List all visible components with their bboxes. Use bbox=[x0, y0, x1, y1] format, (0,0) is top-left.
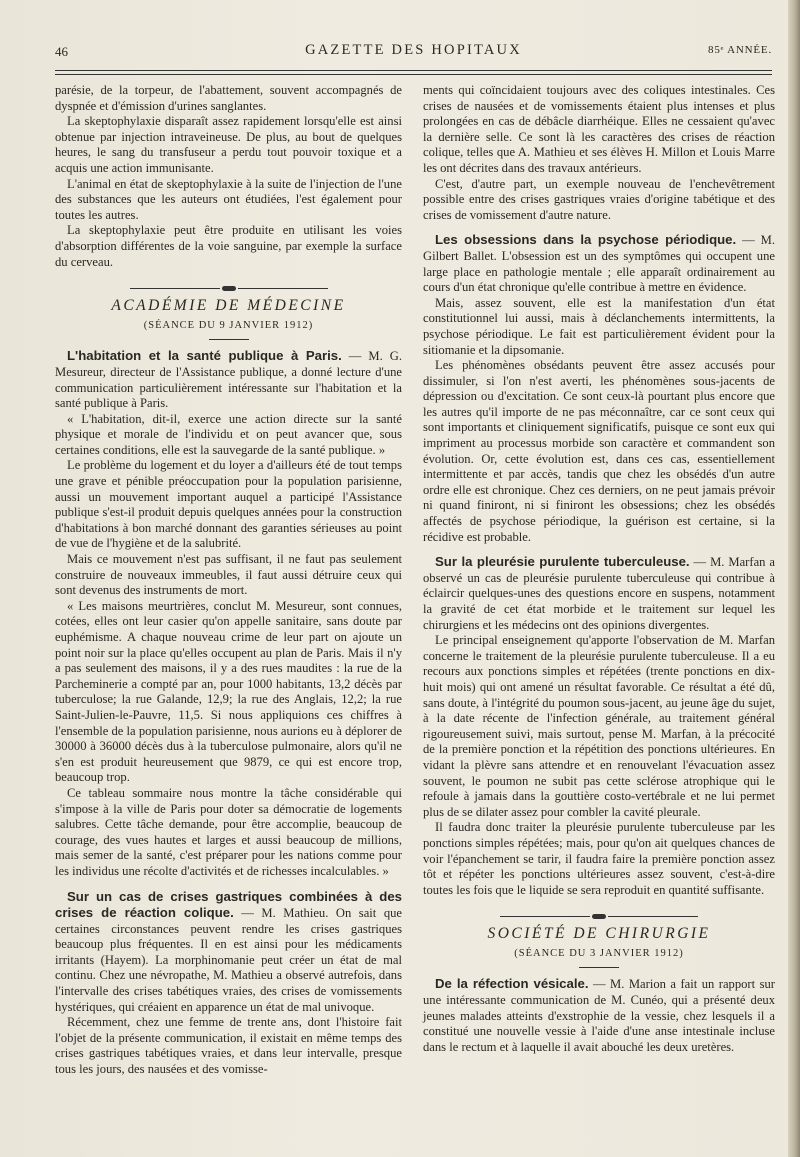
paragraph: L'animal en état de skeptophylaxie à la suite de l'injection de l'une des substances que les auteurs ont étudiées, l'est également pour toutes les autres. bbox=[55, 176, 402, 222]
left-column bbox=[55, 83, 402, 1078]
paragraph: Le problème du logement et du loyer a d'ailleurs été de tout temps une grave et pénible préoccupation pour la population parisienne, aussi un mouvement important auquel a participé l'Assistance publique s'est-il produit depuis quelques années pour la construction d'habitations à bon marché donnant des garanties sérieuses au point de vue de l'hygiène et de la salubrité. bbox=[55, 458, 402, 551]
paragraph: Récemment, chez une femme de trente ans, dont l'histoire fait l'objet de la présente communication, il existait en même temps des crises gastriques tabétiques vraies, et dans leur intervalle, presque tous les jours, des nausées et des vomisse- bbox=[55, 1015, 402, 1077]
paragraph: Mais ce mouvement n'est pas suffisant, il ne faut pas seulement construire de nouveaux immeubles, il faut aussi détruire ceux qui sont devenus des instruments de mort. bbox=[55, 552, 402, 598]
paragraph: Le principal enseignement qu'apporte l'observation de M. Marfan concerne le traitement de la pleurésie purulente tuberculeuse. Il a eu recours aux ponctions simples et répétées (trente ponctions en dix-huit mois) qui ont amené un résultat favorable. Ce résultat a été dû, sans doute, à l'intégrité du poumon sous-jacent, au jeune âge du sujet, à la date récente de l'infection générale, au traitement général rigoureusement suivi, mais surtout, pense M. Marfan, à la précocité de la première ponction et la répétition des ponctions ultérieures. En vidant la plèvre sans attendre et en renouvelant l'évacuation assez souvent, le poumon ne subit pas cette sclérose atrophique qui le refoule à jamais dans la gouttière costo-vertébrale et ne lui permet plus de se dilater assez pour combler la cavité pleurale. bbox=[423, 633, 775, 819]
article-heading: Sur un cas de crises gastriques combinées à des crises de réaction colique. bbox=[55, 888, 402, 921]
article-heading: Sur la pleurésie purulente tuberculeuse. bbox=[435, 554, 690, 570]
paragraph: ments qui coïncidaient toujours avec des coliques intestinales. Ces crises de nausées et de vomissements étaient plus intenses et plus prolongées en cas de débâcle diarrhéique. Elles ne cessaient qu'avec la dernière selle. Ce sont là les caractères des crises de réaction colique, telles que A. Mathieu et ses élèves H. Millon et Louis Marre les ont décrites dans des travaux antérieurs. bbox=[423, 83, 775, 175]
article-paragraph: De la réfection vésicale. — M. Marion a fait un rapport sur une intéressante communication de M. Cunéo, qui a présenté deux jeunes malades atteints d'exstrophie de la vessie, chez lesquels il a constitué une nouvelle vessie à l'aide d'une anse intestinale incluse dans le rectum et à laquelle il avait abouché les deux uretères. bbox=[423, 976, 775, 1054]
paragraph: Mais, assez souvent, elle est la manifestation d'un état constitutionnel lui aussi, mais à déclanchements intermittents, la psychose périodique. Le fait est particulièrement évident pour la sitiomanie et la dipsomanie. bbox=[423, 295, 775, 357]
paragraph: Il faudra donc traiter la pleurésie purulente tuberculeuse par les ponctions simples répétées; mais, pour qu'on ait quelques chances de voir l'épanchement se tarir, il faudra faire la première ponction assez tôt et répéter les ponctions ultérieures assez souvent, c'est-à-dire toutes les fois que le liquide se sera reproduit en quantité suffisante. bbox=[423, 820, 775, 897]
section-title: SOCIÉTÉ DE CHIRURGIE bbox=[487, 925, 711, 943]
paragraph: Les phénomènes obsédants peuvent être assez accusés pour dissimuler, si l'on n'est averti, les phénomènes sous-jacents de dépression ou d'excitation. Ce sont ceux-là pourtant plus encore que les autres qu'il importe de ne pas méconnaître, car ce sont ceux qui sont importants et cliniquement significatifs, puisque ce sont eux qui impriment au processus morbide son caractère et commandent son évolution. Or, cette évolution est, dans ces cas, essentiellement intermittente et par accès, tandis que chez les obsédés d'un autre ordre elle est chronique. Chez ces derniers, on ne peut jamais prévoir ni quand finiront, ni si finiront les obsessions; chez les obsédés affectés de psychose périodique, la guérison est certaine, si la récidive est probable. bbox=[423, 358, 775, 544]
article-paragraph: Sur un cas de crises gastriques combinées à des crises de réaction colique. — M. Mathieu. On sait que certaines circonstances peuvent rendre les crises gastriques beaucoup plus fréquentes. Il en est ainsi pour les médicaments irritants (Hayem). La morphinomanie peut créer un état de mal continu. Chez une névropathe, M. Mathieu a observé autrefois, dans l'intervalle des crises tabétiques vraies, des crises de vomissements hystériques, qui créaient en apparence un état de mal univoque. bbox=[55, 888, 402, 1014]
section-title: ACADÉMIE DE MÉDECINE bbox=[111, 297, 346, 315]
article-heading: L'habitation et la santé publique à Paris. bbox=[67, 348, 342, 364]
paragraph: C'est, d'autre part, un exemple nouveau de l'enchevêtrement possible entre des crises gastriques vraies d'origine tabétique et des crises de vomissement d'autre nature. bbox=[423, 176, 775, 222]
section-ornament bbox=[55, 280, 402, 290]
article-heading: De la réfection vésicale. bbox=[435, 976, 589, 992]
divider bbox=[209, 339, 249, 340]
session-date: (SÉANCE DU 3 JANVIER 1912) bbox=[514, 947, 684, 959]
page-edge bbox=[788, 0, 800, 1157]
session-date: (SÉANCE DU 9 JANVIER 1912) bbox=[143, 319, 314, 331]
header-rule bbox=[55, 74, 772, 75]
article-paragraph: Sur la pleurésie purulente tuberculeuse. — M. Marfan a observé un cas de pleurésie purulente tuberculeuse qui contribue à éclaircir quelques-unes des questions encore en suspens, notamment la gravité de cet état morbide et le traitement sur lequel les chirurgiens et les médecins ont des opinions divergentes. bbox=[423, 554, 775, 632]
paragraph: parésie, de la torpeur, de l'abattement, souvent accompagnés de dyspnée et d'émission d'urines sanglantes. bbox=[55, 83, 402, 113]
paragraph: La skeptophylaxie disparaît assez rapidement lorsqu'elle est ainsi obtenue par injection intraveineuse. De plus, au bout de quelques heures, le sang du transfuseur a perdu tout pouvoir toxique et a acquis une action immunisante. bbox=[55, 114, 402, 175]
article-paragraph: L'habitation et la santé publique à Paris. — M. G. Mesureur, directeur de l'Assistance publique, a donné lecture d'une communication particulièrement intéressante sur l'habitation et la santé publique à Paris. bbox=[55, 348, 402, 411]
year-label: 85ᵉ ANNÉE. bbox=[708, 44, 772, 56]
article-paragraph: Les obsessions dans la psychose périodique. — M. Gilbert Ballet. L'obsession est un des symptômes qui occupent une large place en pathologie mentale ; elle apparaît ordinairement au cours d'un état chronique qu'elle contribue à mettre en évidence. bbox=[423, 232, 775, 295]
right-column bbox=[423, 83, 775, 1055]
page-number: 46 bbox=[55, 44, 68, 59]
header-rule bbox=[55, 70, 772, 71]
paragraph: « L'habitation, dit-il, exerce une action directe sur la santé physique et morale de l'individu et on peut avancer que, sous certaines conditions, elle est la sauvegarde de la santé publique. » bbox=[55, 411, 402, 457]
page-header bbox=[55, 38, 772, 60]
article-heading: Les obsessions dans la psychose périodique. bbox=[435, 232, 737, 248]
paragraph: Ce tableau sommaire nous montre la tâche considérable qui s'impose à la ville de Paris pour doter sa démocratie de logements salubres. Cette tâche demande, pour être accomplie, beaucoup de courage, des vues hautes et larges et aussi beaucoup de millions, mais semer de la santé, c'est préparer pour les nations comme pour les individus une récolte d'activités et de richesses incalculables. » bbox=[55, 785, 402, 878]
paragraph: La skeptophylaxie peut être produite en utilisant les voies d'absorption différentes de la voie sanguine, par exemple la surface du cerveau. bbox=[55, 223, 402, 269]
divider bbox=[579, 967, 619, 968]
journal-title: GAZETTE DES HOPITAUX bbox=[305, 42, 522, 58]
paragraph: « Les maisons meurtrières, conclut M. Mesureur, sont connues, cotées, elles ont leur casier qu'on appelle sanitaire, sans doute par euphémisme. A chaque nouveau crime de leur part on ajoute un point noir sur la place qu'elles occupent au plan de Paris. Mais il n'y a pas seulement des maisons, il y a des rues maudites : la rue de la Parcheminerie a compté par an, pour 1000 habitants, 13,2 décès par tuberculose; la rue Galande, 12,9; la rue des Anglais, 12,2; la rue Saint-Julien-le-Pauvre, 11,5. Si nous appliquions ces chiffres à l'ensemble de la population parisienne, nous aurions eu à déplorer de 30000 à 36000 décès dus à la tuberculose pulmonaire, alors qu'il ne s'en est produit heureusement que 9879, ce qui est encore trop, beaucoup trop. bbox=[55, 598, 402, 785]
section-ornament bbox=[423, 908, 775, 918]
